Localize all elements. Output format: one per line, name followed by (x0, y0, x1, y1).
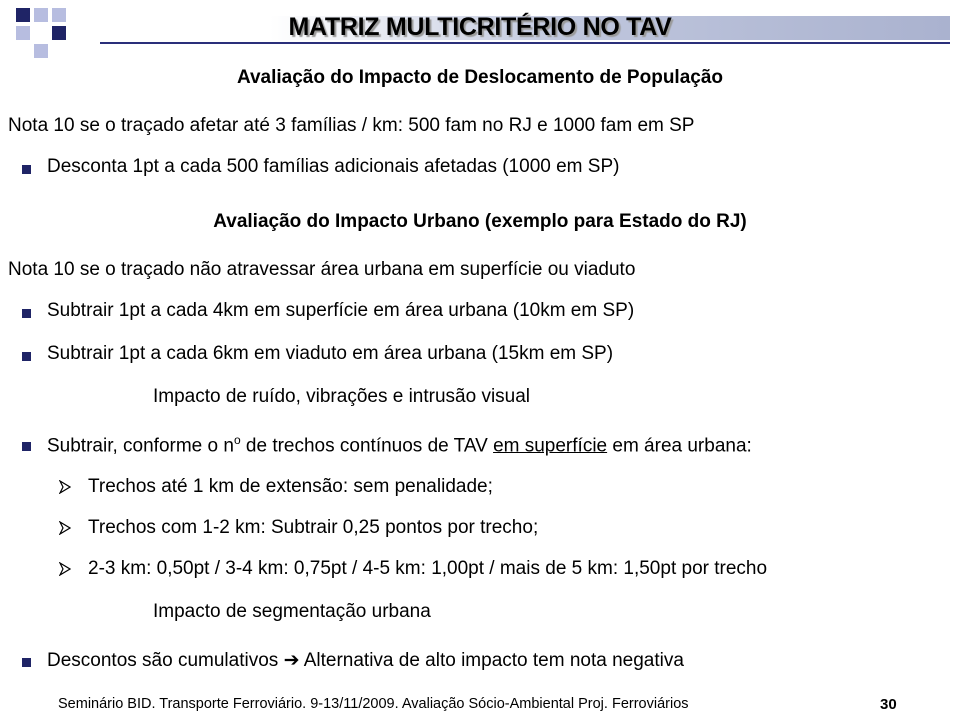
urban-bullet-viaduct: Subtrair 1pt a cada 6km em viaduto em área urbana (15km em SP) (47, 343, 614, 364)
urban-intro: Nota 10 se o traçado não atravessar área urbana em superfície ou viaduto (8, 259, 636, 280)
square-bullet-icon (22, 442, 31, 451)
impact-note-noise: Impacto de ruído, vibrações e intrusão visual (153, 386, 531, 407)
square-bullet-icon (22, 165, 31, 174)
slide-title: MATRIZ MULTICRITÉRIO NO TAV (288, 13, 672, 41)
urban-bullet-cumulative (47, 649, 684, 672)
logo-square-light (34, 44, 48, 58)
arrow-bullet-icon (59, 562, 71, 576)
segment-rule-3: 2-3 km: 0,50pt / 3-4 km: 0,75pt / 4-5 km: 1,00pt / mais de 5 km: 1,50pt por trecho (88, 558, 768, 579)
segment-rule-2: Trechos com 1-2 km: Subtrair 0,25 pontos por trecho; (88, 517, 539, 538)
arrow-bullet-icon (59, 480, 71, 494)
logo-square-dark (16, 8, 30, 22)
segments-text-pre: Subtrair, conforme o n (47, 435, 234, 457)
urban-bullet-surface: Subtrair 1pt a cada 4km em superfície em área urbana (10km em SP) (47, 300, 635, 321)
cumulative-text-post: Alternativa de alto impacto tem nota negativa (299, 650, 684, 671)
displacement-bullet-1: Desconta 1pt a cada 500 famílias adicionais afetadas (1000 em SP) (47, 156, 620, 177)
right-arrow-icon: ➔ (283, 650, 300, 671)
segments-text-underlined: em superfície (493, 435, 608, 457)
urban-bullet-segments (47, 433, 752, 457)
logo-square-light (52, 8, 66, 22)
cumulative-text-pre: Descontos são cumulativos (47, 650, 284, 671)
logo-square-dark (52, 26, 66, 40)
logo-square-light (16, 26, 30, 40)
segments-text-mid: de trechos contínuos de TAV (240, 435, 494, 457)
footer-text: Seminário BID. Transporte Ferroviário. 9-13/11/2009. Avaliação Sócio-Ambiental Proj. Ferroviários (58, 696, 689, 712)
arrow-bullet-icon (59, 521, 71, 535)
segments-text-sup: o (233, 433, 241, 447)
square-bullet-icon (22, 658, 31, 667)
segment-rule-1: Trechos até 1 km de extensão: sem penalidade; (88, 476, 493, 497)
square-bullet-icon (22, 352, 31, 361)
segments-text-post: em área urbana: (607, 435, 752, 457)
section-heading-displacement: Avaliação do Impacto de Deslocamento de População (236, 67, 724, 88)
section-heading-urban: Avaliação do Impacto Urbano (exemplo para Estado do RJ) (213, 211, 747, 232)
displacement-intro: Nota 10 se o traçado afetar até 3 famílias / km: 500 fam no RJ e 1000 fam em SP (8, 115, 695, 136)
title-underline (100, 42, 950, 44)
square-bullet-icon (22, 309, 31, 318)
logo-square-light (34, 8, 48, 22)
impact-note-segmentation: Impacto de segmentação urbana (153, 601, 431, 622)
page-number: 30 (880, 696, 897, 713)
